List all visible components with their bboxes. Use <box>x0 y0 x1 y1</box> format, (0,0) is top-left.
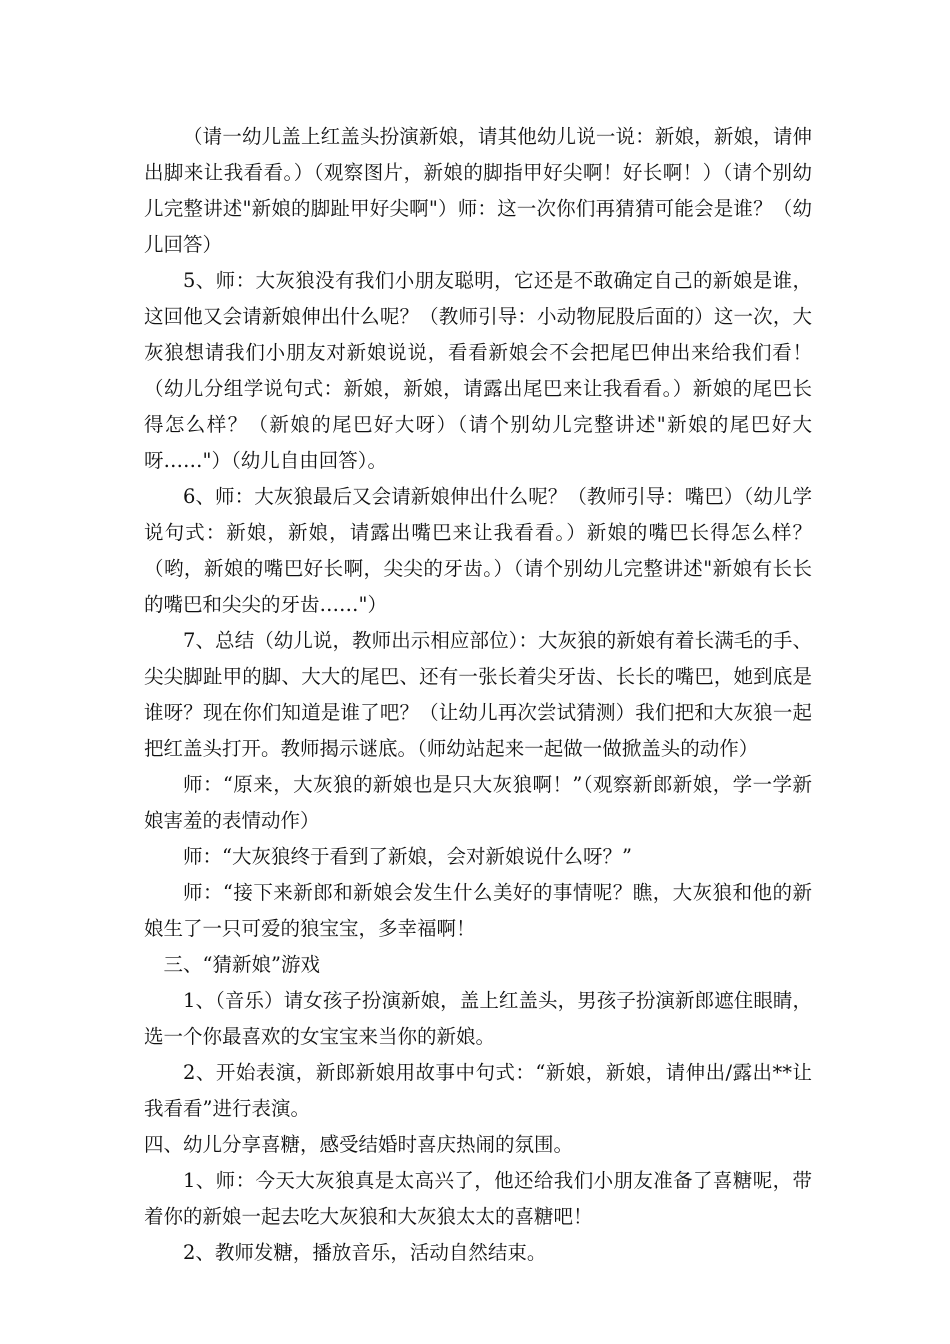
paragraph-teacher-line-2: 师：“大灰狼终于看到了新娘，会对新娘说什么呀？” <box>183 845 632 868</box>
paragraph-teacher-line-1: 师：“原来，大灰狼的新娘也是只大灰狼啊！”（观察新郎新娘，学一学新娘害羞的表情动作） <box>144 773 812 832</box>
section-heading-3: 三、“猜新娘”游戏 <box>163 953 320 976</box>
paragraph-step6: 6、师：大灰狼最后又会请新娘伸出什么呢？（教师引导：嘴巴）（幼儿学说句式：新娘，新娘，请露出嘴巴来让我看看。）新娘的嘴巴长得怎么样？（哟，新娘的嘴巴好长啊，尖尖的牙齿。）（请个别幼儿完整讲述"新娘有长长的嘴巴和尖尖的牙齿……"） <box>144 485 812 616</box>
paragraph-game-step1: 1、（音乐）请女孩子扮演新娘，盖上红盖头，男孩子扮演新郎遮住眼睛，选一个你最喜欢的女宝宝来当你的新娘。 <box>144 989 812 1048</box>
paragraph-step4-continued: （请一幼儿盖上红盖头扮演新娘，请其他幼儿说一说：新娘，新娘，请伸出脚来让我看看。）（观察图片，新娘的脚指甲好尖啊！好长啊！）（请个别幼儿完整讲述"新娘的脚趾甲好尖啊"）师：这一次你们再猜猜可能会是谁？（幼儿回答） <box>144 125 812 256</box>
paragraph-step5: 5、师：大灰狼没有我们小朋友聪明，它还是不敢确定自己的新娘是谁，这回他又会请新娘伸出什么呢？（教师引导：小动物屁股后面的）这一次，大灰狼想请我们小朋友对新娘说说，看看新娘会不会把尾巴伸出来给我们看！（幼儿分组学说句式：新娘，新娘，请露出尾巴来让我看看。）新娘的尾巴长得怎么样？（新娘的尾巴好大呀）（请个别幼儿完整讲述"新娘的尾巴好大呀……"）（幼儿自由回答）。 <box>144 269 812 472</box>
paragraph-candy-step2: 2、教师发糖，播放音乐，活动自然结束。 <box>183 1241 547 1264</box>
paragraph-game-step2: 2、开始表演，新郎新娘用故事中句式：“新娘，新娘，请伸出/露出**让我看看”进行表演。 <box>144 1061 812 1120</box>
document-body <box>144 119 812 1271</box>
paragraph-candy-step1: 1、师：今天大灰狼真是太高兴了，他还给我们小朋友准备了喜糖呢，带着你的新娘一起去吃大灰狼和大灰狼太太的喜糖吧！ <box>144 1169 812 1228</box>
paragraph-step7-summary: 7、总结（幼儿说，教师出示相应部位）：大灰狼的新娘有着长满毛的手、尖尖脚趾甲的脚、大大的尾巴、还有一张长着尖牙齿、长长的嘴巴，她到底是谁呀？现在你们知道是谁了吧？（让幼儿再次尝试猜测）我们把和大灰狼一起把红盖头打开。教师揭示谜底。（师幼站起来一起做一做掀盖头的动作） <box>144 629 812 760</box>
paragraph-teacher-line-3: 师：“接下来新郎和新娘会发生什么美好的事情呢？瞧，大灰狼和他的新娘生了一只可爱的狼宝宝，多幸福啊！ <box>144 881 812 940</box>
section-heading-4: 四、幼儿分享喜糖，感受结婚时喜庆热闹的氛围。 <box>144 1133 574 1156</box>
